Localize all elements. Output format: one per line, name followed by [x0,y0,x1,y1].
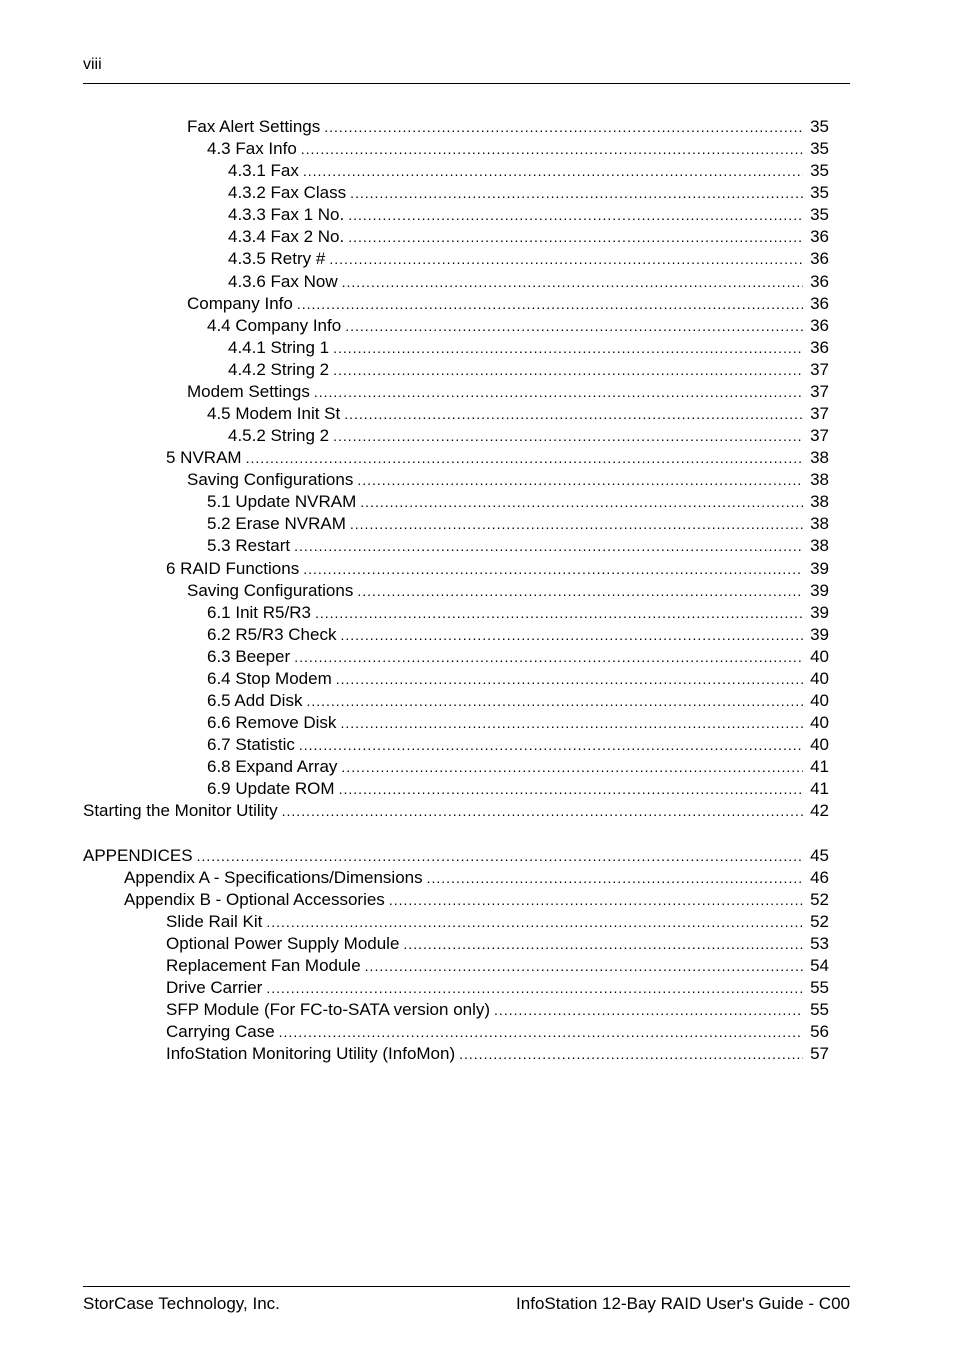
toc-entry-title: Carrying Case [166,1022,275,1042]
toc-entry-title: 6.4 Stop Modem [207,668,332,688]
toc-entry[interactable] [83,1043,829,1065]
toc-entry-title: Saving Configurations [187,470,354,490]
toc-entry-title: 6.5 Add Disk [207,691,303,711]
toc-entry-page: 39 [810,580,829,600]
toc-entry-title: 4.3.4 Fax 2 No. [228,227,345,247]
toc-entry-title: Drive Carrier [166,978,263,998]
toc-entry-title: InfoStation Monitoring Utility (InfoMon) [166,1044,456,1064]
toc-entry-title: 4.3.2 Fax Class [228,183,347,203]
toc-entry-title: Replacement Fan Module [166,955,361,975]
toc-entry-page: 41 [810,757,829,777]
toc-dot-leader [266,911,803,933]
toc-dot-leader [314,381,803,403]
table-of-contents [83,116,829,1065]
toc-entry[interactable] [83,447,829,469]
toc-dot-leader [403,933,803,955]
toc-entry-page: 39 [810,558,829,578]
toc-entry-title: Slide Rail Kit [166,911,263,931]
toc-dot-leader [342,271,803,293]
toc-dot-leader [315,602,803,624]
toc-entry-title: 6.3 Beeper [207,646,291,666]
toc-entry-page: 52 [810,889,829,909]
toc-entry-page: 39 [810,602,829,622]
toc-entry-page: 55 [810,1000,829,1020]
toc-entry-title: APPENDICES [83,845,193,865]
toc-dot-leader [459,1043,803,1065]
toc-entry-page: 40 [810,713,829,733]
toc-entry[interactable] [83,580,829,602]
toc-entry[interactable] [83,756,829,778]
toc-dot-leader [336,668,803,690]
toc-dot-leader [329,248,803,270]
toc-dot-leader [345,315,803,337]
toc-entry[interactable] [83,182,829,204]
toc-dot-leader [344,403,803,425]
toc-entry-page: 46 [810,867,829,887]
toc-dot-leader [294,535,803,557]
toc-entry-page: 36 [810,293,829,313]
toc-entry[interactable] [83,491,829,513]
toc-entry-title: 4.3.5 Retry # [228,249,326,269]
toc-entry-title: 6.8 Expand Array [207,757,338,777]
toc-entry[interactable] [83,800,829,822]
toc-entry-page: 35 [810,161,829,181]
toc-entry-page: 40 [810,668,829,688]
toc-entry[interactable] [83,513,829,535]
toc-entry[interactable] [83,889,829,911]
toc-entry-title: Appendix A - Specifications/Dimensions [124,867,423,887]
toc-entry-page: 38 [810,514,829,534]
toc-dot-leader [339,778,803,800]
toc-entry-page: 35 [810,117,829,136]
toc-entry[interactable] [83,911,829,933]
toc-dot-leader [282,800,803,822]
toc-entry-page: 37 [810,359,829,379]
toc-entry[interactable] [83,933,829,955]
toc-dot-leader [303,558,803,580]
toc-entry[interactable] [83,337,829,359]
toc-dot-leader [427,867,803,889]
toc-entry-page: 56 [810,1022,829,1042]
toc-entry-page: 38 [810,448,829,468]
toc-entry-page: 36 [810,337,829,357]
toc-entry-page: 41 [810,779,829,799]
toc-entry[interactable] [83,116,829,138]
toc-entry-page: 35 [810,183,829,203]
toc-entry-page: 45 [810,845,829,865]
toc-entry-title: 4.4.2 String 2 [228,359,330,379]
toc-dot-leader [340,712,803,734]
toc-entry-title: 4.5.2 String 2 [228,426,330,446]
toc-dot-leader [494,999,803,1021]
toc-entry[interactable] [83,315,829,337]
footer-document-title: InfoStation 12-Bay RAID User's Guide - C00 [516,1294,850,1313]
footer-rule [83,1286,850,1287]
toc-entry-title: Saving Configurations [187,580,354,600]
toc-dot-leader [333,337,803,359]
page-number: viii [83,56,102,73]
toc-dot-leader [341,756,803,778]
toc-entry-page: 39 [810,624,829,644]
toc-entry-title: Appendix B - Optional Accessories [124,889,385,909]
toc-spacer [83,823,829,845]
toc-dot-leader [301,138,803,160]
toc-entry-page: 36 [810,271,829,291]
toc-entry[interactable] [83,999,829,1021]
toc-dot-leader [365,955,803,977]
toc-entry-page: 40 [810,691,829,711]
toc-entry-title: Starting the Monitor Utility [83,801,278,821]
toc-entry-title: 6.6 Remove Disk [207,713,337,733]
toc-entry-page: 40 [810,735,829,755]
toc-entry[interactable] [83,602,829,624]
toc-entry-title: 4.3.6 Fax Now [228,271,338,291]
toc-entry-title: Fax Alert Settings [187,117,321,136]
toc-entry-title: 6.9 Update ROM [207,779,335,799]
toc-entry[interactable] [83,535,829,557]
toc-entry[interactable] [83,867,829,889]
toc-dot-leader [357,580,803,602]
toc-entry-title: Optional Power Supply Module [166,933,400,953]
header-rule [83,83,850,84]
toc-entry-page: 36 [810,227,829,247]
toc-entry-page: 57 [810,1044,829,1064]
toc-entry-page: 52 [810,911,829,931]
toc-dot-leader [306,690,803,712]
toc-entry[interactable] [83,646,829,668]
toc-dot-leader [348,204,803,226]
toc-entry-page: 36 [810,249,829,269]
toc-entry[interactable] [83,160,829,182]
toc-dot-leader [279,1021,803,1043]
page-header [83,55,850,75]
toc-entry-page: 35 [810,205,829,225]
toc-entry-title: 6.2 R5/R3 Check [207,624,337,644]
toc-dot-leader [299,734,803,756]
toc-entry[interactable] [83,845,829,867]
toc-dot-leader [357,469,803,491]
toc-entry-title: 5 NVRAM [166,448,242,468]
toc-dot-leader [297,293,803,315]
toc-entry-page: 53 [810,933,829,953]
toc-entry-title: 4.4 Company Info [207,315,342,335]
toc-entry[interactable] [83,248,829,270]
toc-entry[interactable] [83,469,829,491]
toc-dot-leader [348,226,803,248]
toc-dot-leader [333,359,803,381]
toc-entry[interactable] [83,690,829,712]
toc-dot-leader [333,425,803,447]
toc-entry-page: 37 [810,381,829,401]
toc-entry-title: 4.3.3 Fax 1 No. [228,205,345,225]
toc-entry-title: 5.3 Restart [207,536,291,556]
toc-entry[interactable] [83,138,829,160]
toc-entry-title: 4.5 Modem Init St [207,404,341,424]
toc-dot-leader [266,977,803,999]
page-footer [83,1293,850,1315]
toc-dot-leader [294,646,803,668]
toc-entry-title: 4.3 Fax Info [207,139,297,159]
toc-entry-title: 6.7 Statistic [207,735,295,755]
toc-entry-title: Modem Settings [187,381,310,401]
toc-entry-title: SFP Module (For FC-to-SATA version only) [166,1000,491,1020]
toc-entry[interactable] [83,778,829,800]
toc-entry-page: 37 [810,426,829,446]
toc-entry-title: 4.3.1 Fax [228,161,299,181]
toc-dot-leader [340,624,803,646]
toc-dot-leader [303,160,803,182]
toc-entry[interactable] [83,226,829,248]
toc-entry-title: Company Info [187,293,293,313]
toc-entry[interactable] [83,293,829,315]
toc-entry-page: 42 [810,801,829,821]
toc-entry[interactable] [83,712,829,734]
toc-entry[interactable] [83,381,829,403]
toc-entry-page: 40 [810,646,829,666]
footer-company: StorCase Technology, Inc. [83,1294,280,1313]
toc-entry[interactable] [83,558,829,580]
toc-entry-page: 38 [810,492,829,512]
toc-entry[interactable] [83,1021,829,1043]
toc-entry[interactable] [83,977,829,999]
toc-entry-page: 54 [810,955,829,975]
toc-entry[interactable] [83,624,829,646]
toc-entry[interactable] [83,425,829,447]
toc-entry-page: 38 [810,470,829,490]
toc-entry-page: 35 [810,139,829,159]
toc-entry-page: 37 [810,404,829,424]
toc-entry[interactable] [83,955,829,977]
toc-dot-leader [360,491,803,513]
toc-entry[interactable] [83,359,829,381]
toc-dot-leader [350,513,803,535]
toc-entry-page: 36 [810,315,829,335]
toc-entry-page: 38 [810,536,829,556]
toc-entry-title: 6 RAID Functions [166,558,300,578]
toc-dot-leader [350,182,803,204]
toc-entry-title: 4.4.1 String 1 [228,337,330,357]
toc-entry[interactable] [83,734,829,756]
toc-dot-leader [197,845,803,867]
toc-dot-leader [389,889,803,911]
toc-entry-title: 5.1 Update NVRAM [207,492,357,512]
toc-entry[interactable] [83,403,829,425]
toc-dot-leader [246,447,803,469]
toc-dot-leader [324,116,803,138]
toc-entry-page: 55 [810,978,829,998]
toc-entry[interactable] [83,271,829,293]
toc-entry[interactable] [83,668,829,690]
toc-entry-title: 6.1 Init R5/R3 [207,602,311,622]
toc-entry-title: 5.2 Erase NVRAM [207,514,346,534]
toc-entry[interactable] [83,204,829,226]
